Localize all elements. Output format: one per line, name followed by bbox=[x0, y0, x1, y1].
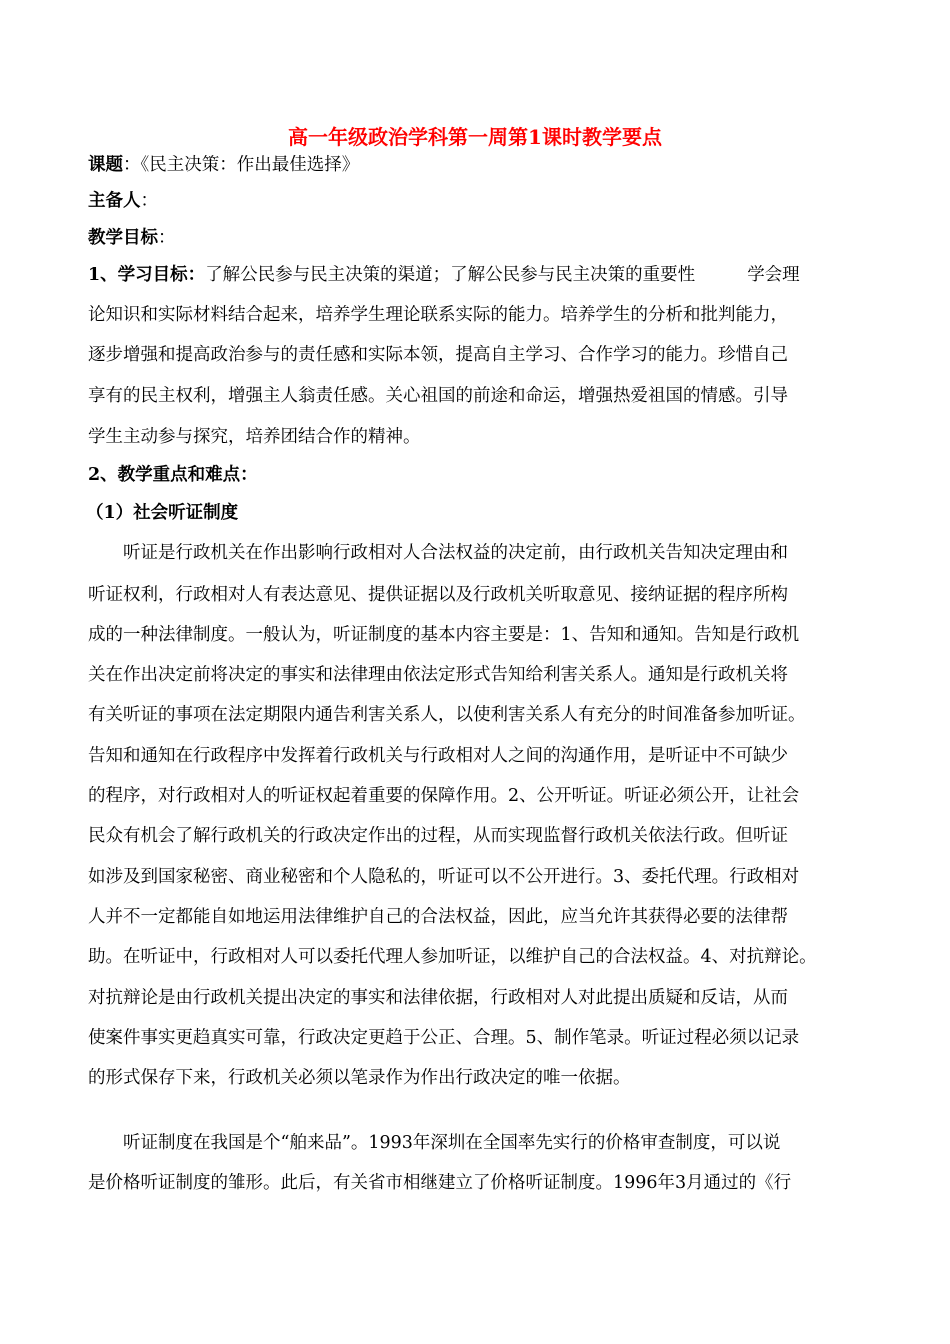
paragraph-1-line: 的形式保存下来，行政机关必须以笔录作为作出行政决定的唯一依据。 bbox=[88, 1068, 631, 1088]
topic-line bbox=[88, 152, 888, 178]
hearing-system-subheading: （1）社会听证制度 bbox=[86, 503, 239, 523]
topic-label: 课题 bbox=[88, 155, 123, 175]
objectives-heading bbox=[88, 225, 888, 251]
learning-goal-text-b: 学会理 bbox=[747, 265, 800, 285]
paragraph-1-line: 听证是行政机关在作出影响行政相对人合法权益的决定前，由行政机关告知决定理由和 bbox=[123, 543, 788, 563]
paragraph-1-line: 民众有机会了解行政机关的行政决定作出的过程，从而实现监督行政机关依法行政。但听证 bbox=[88, 826, 788, 846]
learning-goal-line: 享有的民主权利，增强主人翁责任感。关心祖国的前途和命运，增强热爱祖国的情感。引导 bbox=[88, 386, 788, 406]
key-points-heading: 2、教学重点和难点： bbox=[88, 465, 258, 485]
paragraph-2-line: 听证制度在我国是个“舶来品”。1993年深圳在全国率先实行的价格审查制度，可以说 bbox=[123, 1133, 781, 1153]
learning-goal-line: 论知识和实际材料结合起来，培养学生理论联系实际的能力。培养学生的分析和批判能力， bbox=[88, 305, 788, 325]
learning-goal-first-line bbox=[88, 262, 888, 288]
paragraph-1-line: 使案件事实更趋真实可靠，行政决定更趋于公正、合理。5、制作笔录。听证过程必须以记录 bbox=[88, 1028, 800, 1048]
objectives-label: 教学目标 bbox=[88, 228, 158, 248]
learning-goal-label: 1、学习目标： bbox=[88, 265, 206, 285]
paragraph-1-line: 告知和通知在行政程序中发挥着行政机关与行政相对人之间的沟通作用，是听证中不可缺少 bbox=[88, 746, 788, 766]
topic-value: ：《民主决策：作出最佳选择》 bbox=[123, 155, 360, 175]
learning-goal-line: 学生主动参与探究，培养团结合作的精神。 bbox=[88, 427, 421, 447]
paragraph-1-line: 成的一种法律制度。一般认为，听证制度的基本内容主要是：1、告知和通知。告知是行政机 bbox=[88, 625, 800, 645]
learning-goal-text-a: 了解公民参与民主决策的渠道；了解公民参与民主决策的重要性 bbox=[205, 265, 696, 285]
paragraph-1-line: 听证权利，行政相对人有表达意见、提供证据以及行政机关听取意见、接纳证据的程序所构 bbox=[88, 585, 788, 605]
paragraph-2-line: 是价格听证制度的雏形。此后，有关省市相继建立了价格听证制度。1996年3月通过的《行 bbox=[88, 1173, 792, 1193]
paragraph-1-line: 如涉及到国家秘密、商业秘密和个人隐私的，听证可以不公开进行。3、委托代理。行政相对 bbox=[88, 867, 800, 887]
paragraph-1-line: 对抗辩论是由行政机关提出决定的事实和法律依据，行政相对人对此提出质疑和反诘，从而 bbox=[88, 988, 788, 1008]
document-title: 高一年级政治学科第一周第1课时教学要点 bbox=[288, 125, 662, 149]
paragraph-1-line: 的程序，对行政相对人的听证权起着重要的保障作用。2、公开听证。听证必须公开，让社会 bbox=[88, 786, 800, 806]
paragraph-1-line: 有关听证的事项在法定期限内通告利害关系人，以使利害关系人有充分的时间准备参加听证。 bbox=[88, 705, 806, 725]
objectives-colon: ： bbox=[158, 228, 176, 248]
preparer-label: 主备人 bbox=[88, 191, 141, 211]
preparer-line bbox=[88, 188, 888, 214]
learning-goal-line: 逐步增强和提高政治参与的责任感和实际本领，提高自主学习、合作学习的能力。珍惜自己 bbox=[88, 345, 788, 365]
paragraph-1-line: 助。在听证中，行政相对人可以委托代理人参加听证，以维护自己的合法权益。4、对抗辩论。 bbox=[88, 947, 817, 967]
preparer-value: ： bbox=[140, 191, 158, 211]
paragraph-1-line: 人并不一定都能自如地运用法律维护自己的合法权益，因此，应当允许其获得必要的法律帮 bbox=[88, 907, 788, 927]
paragraph-1-line: 关在作出决定前将决定的事实和法律理由依法定形式告知给利害关系人。通知是行政机关将 bbox=[88, 665, 788, 685]
